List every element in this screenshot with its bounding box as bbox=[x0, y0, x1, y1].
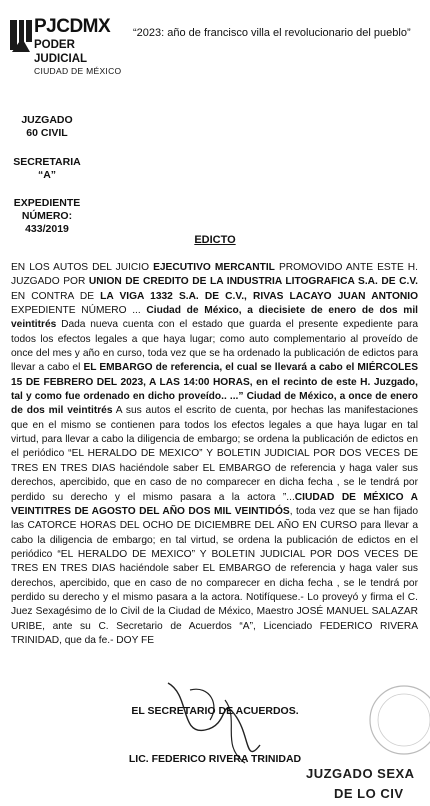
body-bold: LA VIGA 1332 S.A. DE C.V., RIVAS LACAYO JUAN ANTONIO bbox=[100, 290, 419, 302]
court-logo-text bbox=[34, 17, 126, 77]
body-text: A sus autos el escrito de cuenta, por hechas las manifestaciones que en el mismo se contienen para todos los efectos legales a que haya lugar en tal virtud, para llevar a cabo la diligencia de embargo; se ordena la publicación de edictos en el periódico “EL HERALDO DE MEXICO” Y BOLETIN JUDICIAL POR DOS VECES DE TRES EN TRES DIAS haciéndole saber EL EMBARGO de referencia y haga valer sus derechos, apercibido, que en caso de no comparecer en dicha fecha , se le tendrá por perdido su derecho y el mismo pasara a la actora ”... bbox=[11, 405, 418, 503]
secretaria-label: SECRETARIA bbox=[13, 156, 81, 168]
body-text: , toda vez que se han fijado las CATORCE HORAS DEL OCHO DE DICIEMBRE DEL AÑO EN CURSO para llevar a cabo la diligencia de embargo; en tal virtud, se ordena la publicación de edictos en el periódico “EL HERALDO DE MEXICO” Y BOLETIN JUDICIAL POR DOS VECES DE TRES EN TRES DIAS haciéndole saber EL EMBARGO de referencia y haga valer sus derechos, apercibido, que en caso de no comparecer en dicha fecha , se le tendrá por perdido su derecho y el mismo pasara a la actora. Notifíquese.- Lo proveyó y firma el C. Juez Sexagésimo de lo Civil de la Ciudad de México, Maestro JOSÉ MANUEL SALAZAR URIBE, ante su C. Secretario de Acuerdos “A”, Licenciado FEDERICO RIVERA TRINIDAD, que da fe.- DOY FE bbox=[11, 505, 419, 646]
body-bold: EL EMBARGO de referencia, el cual se llevará a cabo el MIÉRCOLES 15 DE FEBRERO DEL 2023, A LAS 14:00 HORAS, en el recinto de este H. Juzgado, tal y como fue ordenado en dicho proveído.. ...” bbox=[11, 362, 418, 403]
body-bold: UNION DE CREDITO DE LA INDUSTRIA LITOGRAFICA S.A. DE C.V. bbox=[88, 276, 419, 288]
logo-city: CIUDAD DE MÉXICO bbox=[34, 66, 122, 76]
edicto-body bbox=[11, 261, 418, 648]
body-bold: EJECUTIVO MERCANTIL bbox=[153, 262, 275, 273]
body-bold: CIUDAD DE MÉXICO A VEINTITRES DE AGOSTO DEL AÑO DOS MIL VEINTIDÓS bbox=[11, 491, 418, 517]
juzgado-value: 60 CIVIL bbox=[26, 127, 68, 139]
body-text: PROMOVIDO ANTE ESTE H. JUZGADO POR bbox=[11, 262, 418, 288]
body-text: Dada nueva cuenta con el estado que guarda el presente expediente para todos los efectos legales a que haya lugar; como auto complementario al proveído de once del mes y año en curso, toda vez que se ha ordenado la publicación de edictos para llevar a cabo el bbox=[11, 319, 418, 374]
edicto-title: EDICTO bbox=[194, 234, 236, 246]
court-seal bbox=[352, 680, 430, 760]
secretario-name: LIC. FEDERICO RIVERA TRINIDAD bbox=[128, 753, 302, 765]
expediente-value: 433/2019 bbox=[25, 223, 69, 235]
court-stamp bbox=[306, 764, 430, 804]
body-text: EN CONTRA DE bbox=[11, 290, 101, 302]
stamp-line-1: JUZGADO SEXA bbox=[306, 766, 415, 781]
header-motto: “2023: año de francisco villa el revolucionario del pueblo” bbox=[133, 27, 411, 39]
logo-title: PJCDMX bbox=[34, 16, 111, 37]
body-bold: Ciudad de México, a diecisiete de enero de dos mil veintitrés bbox=[11, 305, 418, 331]
expediente-label: EXPEDIENTE bbox=[13, 197, 81, 209]
court-logo-icon bbox=[8, 16, 34, 56]
secretaria-value: “A” bbox=[37, 169, 57, 181]
juzgado-label: JUZGADO bbox=[21, 114, 73, 126]
secretario-signature-title: EL SECRETARIO DE ACUERDOS. bbox=[131, 705, 299, 717]
numero-label: NÚMERO: bbox=[21, 210, 73, 222]
logo-subtitle: PODER JUDICIAL bbox=[34, 39, 88, 65]
stamp-line-2: DE LO CIV bbox=[334, 786, 404, 801]
body-text: EXPEDIENTE NÚMERO ... bbox=[11, 305, 147, 317]
body-bold: Ciudad de México, a once de enero de dos mil veintitrés bbox=[11, 391, 418, 417]
body-text: EN LOS AUTOS DEL JUICIO bbox=[11, 262, 154, 273]
